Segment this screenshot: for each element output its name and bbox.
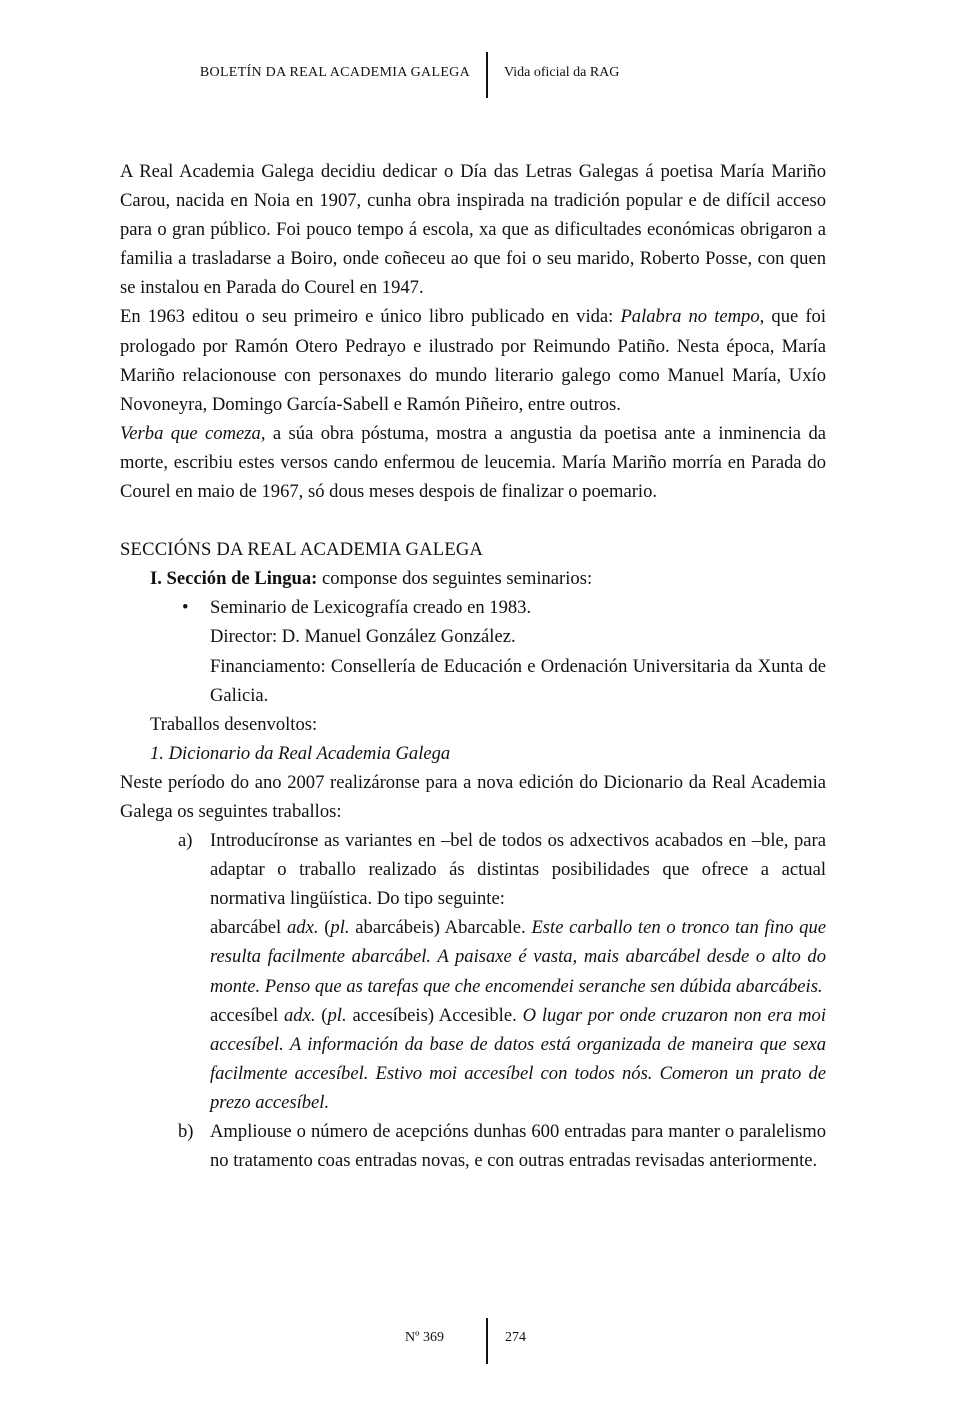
header-divider <box>486 52 488 98</box>
intro-paragraph-1: A Real Academia Galega decidiu dedicar o Día das Letras Galegas á poetisa María Mariño Carou, nacida en Noia en 1907, cunha obra inspirada na tradición popular e de difícil acceso para o gran público. Foi pouco tempo á escola, xa que as dificultades económicas obrigaron a familia a trasladarse a Boiro, onde coñeceu ao que foi o seu marido, Roberto Posse, con quen se instalou en Parada do Courel en 1947. <box>120 161 826 299</box>
plural-form: accesíbeis <box>352 1004 428 1026</box>
section-lingua-label: I. Sección de Lingua: <box>150 568 318 590</box>
page-body <box>120 157 826 1175</box>
dictionary-example-abarcabel: abarcábel adx. (pl. abarcábeis) Abarcable. Este carballo ten o tronco tan fino que resulta facilmente abarcábel. A paisaxe é vasta, mais abarcábel desde o alto do monte. Penso que as tarefas que che encomendei seranche sen dúbida abarcábeis. <box>210 917 827 997</box>
seminar-funding: Financiamento: Consellería de Educación e Ordenación Universitaria da Xunta de Galicia. <box>210 655 826 706</box>
bullet-icon: • <box>182 597 189 619</box>
seminar-list-item <box>120 593 826 709</box>
seminar-name: Seminario de Lexicografía creado en 1983. <box>210 597 532 619</box>
works-label: Traballos desenvoltos: <box>150 713 318 735</box>
usage-examples: O lugar por onde cruzaron non era moi accesíbel. A información da base de datos está organizada de maneira que sexa facilmente accesíbel. Estivo moi accesíbel con todos nós. Comeron un prato de prezo accesíbel. <box>210 1004 827 1113</box>
work-item-a <box>120 826 826 1117</box>
running-footer <box>0 1318 975 1368</box>
plural-label: pl. <box>330 917 350 939</box>
journal-title: BOLETÍN DA REAL ACADEMIA GALEGA <box>199 65 470 80</box>
item-b-text: Ampliouse o número de acepcións dunhas 600 entradas para manter o paralelismo no tratamento coas entradas novas, e con outras entradas revisadas anteriormente. <box>210 1121 826 1172</box>
page-number: 274 <box>505 1330 526 1345</box>
work-1-intro: Neste período do ano 2007 realizáronse para a nova edición do Dicionario da Real Academia Galega os seguintes traballos: <box>120 771 826 822</box>
dictionary-example-accesibel: accesíbel adx. (pl. accesíbeis) Accesible. O lugar por onde cruzaron non era moi accesíbel. A información da base de datos está organizada de maneira que sexa facilmente accesíbel. Estivo moi accesíbel con todos nós. Comeron un prato de prezo accesíbel. <box>210 1004 827 1113</box>
item-marker-b: b) <box>178 1121 194 1142</box>
section-lingua-heading <box>120 564 826 593</box>
seminar-director: Director: D. Manuel González González. <box>210 626 516 648</box>
issue-number: Nº 369 <box>405 1330 444 1345</box>
usage-examples: Este carballo ten o tronco tan fino que resulta facilmente abarcábel. A paisaxe é vasta, mais abarcábel desde o alto do monte. Penso que as tarefas que che encomendei seranche sen dúbida abarcábeis. <box>210 917 827 997</box>
gloss: Abarcable. <box>444 917 526 939</box>
footer-divider <box>486 1318 488 1364</box>
headword: accesíbel <box>210 1004 279 1026</box>
plural-form: abarcábeis <box>355 917 434 939</box>
running-header <box>0 52 975 100</box>
intro-paragraph-2-text-cont: , que foi prologado por Ramón Otero Pedrayo e ilustrado por Reimundo Patiño. Nesta época, María Mariño relacionouse con personaxes do mundo literario galego como Manuel María, Uxío Novoneyra, Domingo García-Sabell e Ramón Piñeiro, entre outros. <box>120 306 827 415</box>
book-title-verba-que-comeza: Verba que comeza <box>120 422 261 444</box>
intro-paragraph-2-text: En 1963 editou o seu primeiro e único libro publicado en vida: <box>120 306 621 328</box>
sections-heading: SECCIÓNS DA REAL ACADEMIA GALEGA <box>120 539 484 561</box>
intro-paragraph-3-text: , a súa obra póstuma, mostra a angustia da poetisa ante a inminencia da morte, escribiu estes versos cando enfermou de leucemia. María Mariño morría en Parada do Courel en maio de 1967, só dous meses despois de finalizar o poemario. <box>120 422 826 503</box>
headword: abarcábel <box>210 917 282 939</box>
part-of-speech: adx. <box>286 917 319 939</box>
gloss: Accesible. <box>438 1004 517 1026</box>
work-1-title: 1. Dicionario da Real Academia Galega <box>150 742 451 764</box>
spacer <box>120 506 826 535</box>
intro-paragraph-3 <box>120 419 826 506</box>
item-a-text: Introducíronse as variantes en –bel de todos os adxectivos acabados en –ble, para adaptar o traballo realizado ás distintas posibilidades que ofrece a actual normativa lingüística. Do tipo seguinte: <box>210 830 826 910</box>
part-of-speech: adx. <box>283 1004 316 1026</box>
book-title-palabra-no-tempo: Palabra no tempo <box>620 306 760 328</box>
plural-label: pl. <box>327 1004 347 1026</box>
section-lingua-description: componse dos seguintes seminarios: <box>317 568 593 590</box>
work-item-b <box>120 1117 826 1175</box>
section-title: Vida oficial da RAG <box>504 65 620 80</box>
item-marker-a: a) <box>178 830 193 852</box>
intro-paragraph-2 <box>120 302 826 418</box>
